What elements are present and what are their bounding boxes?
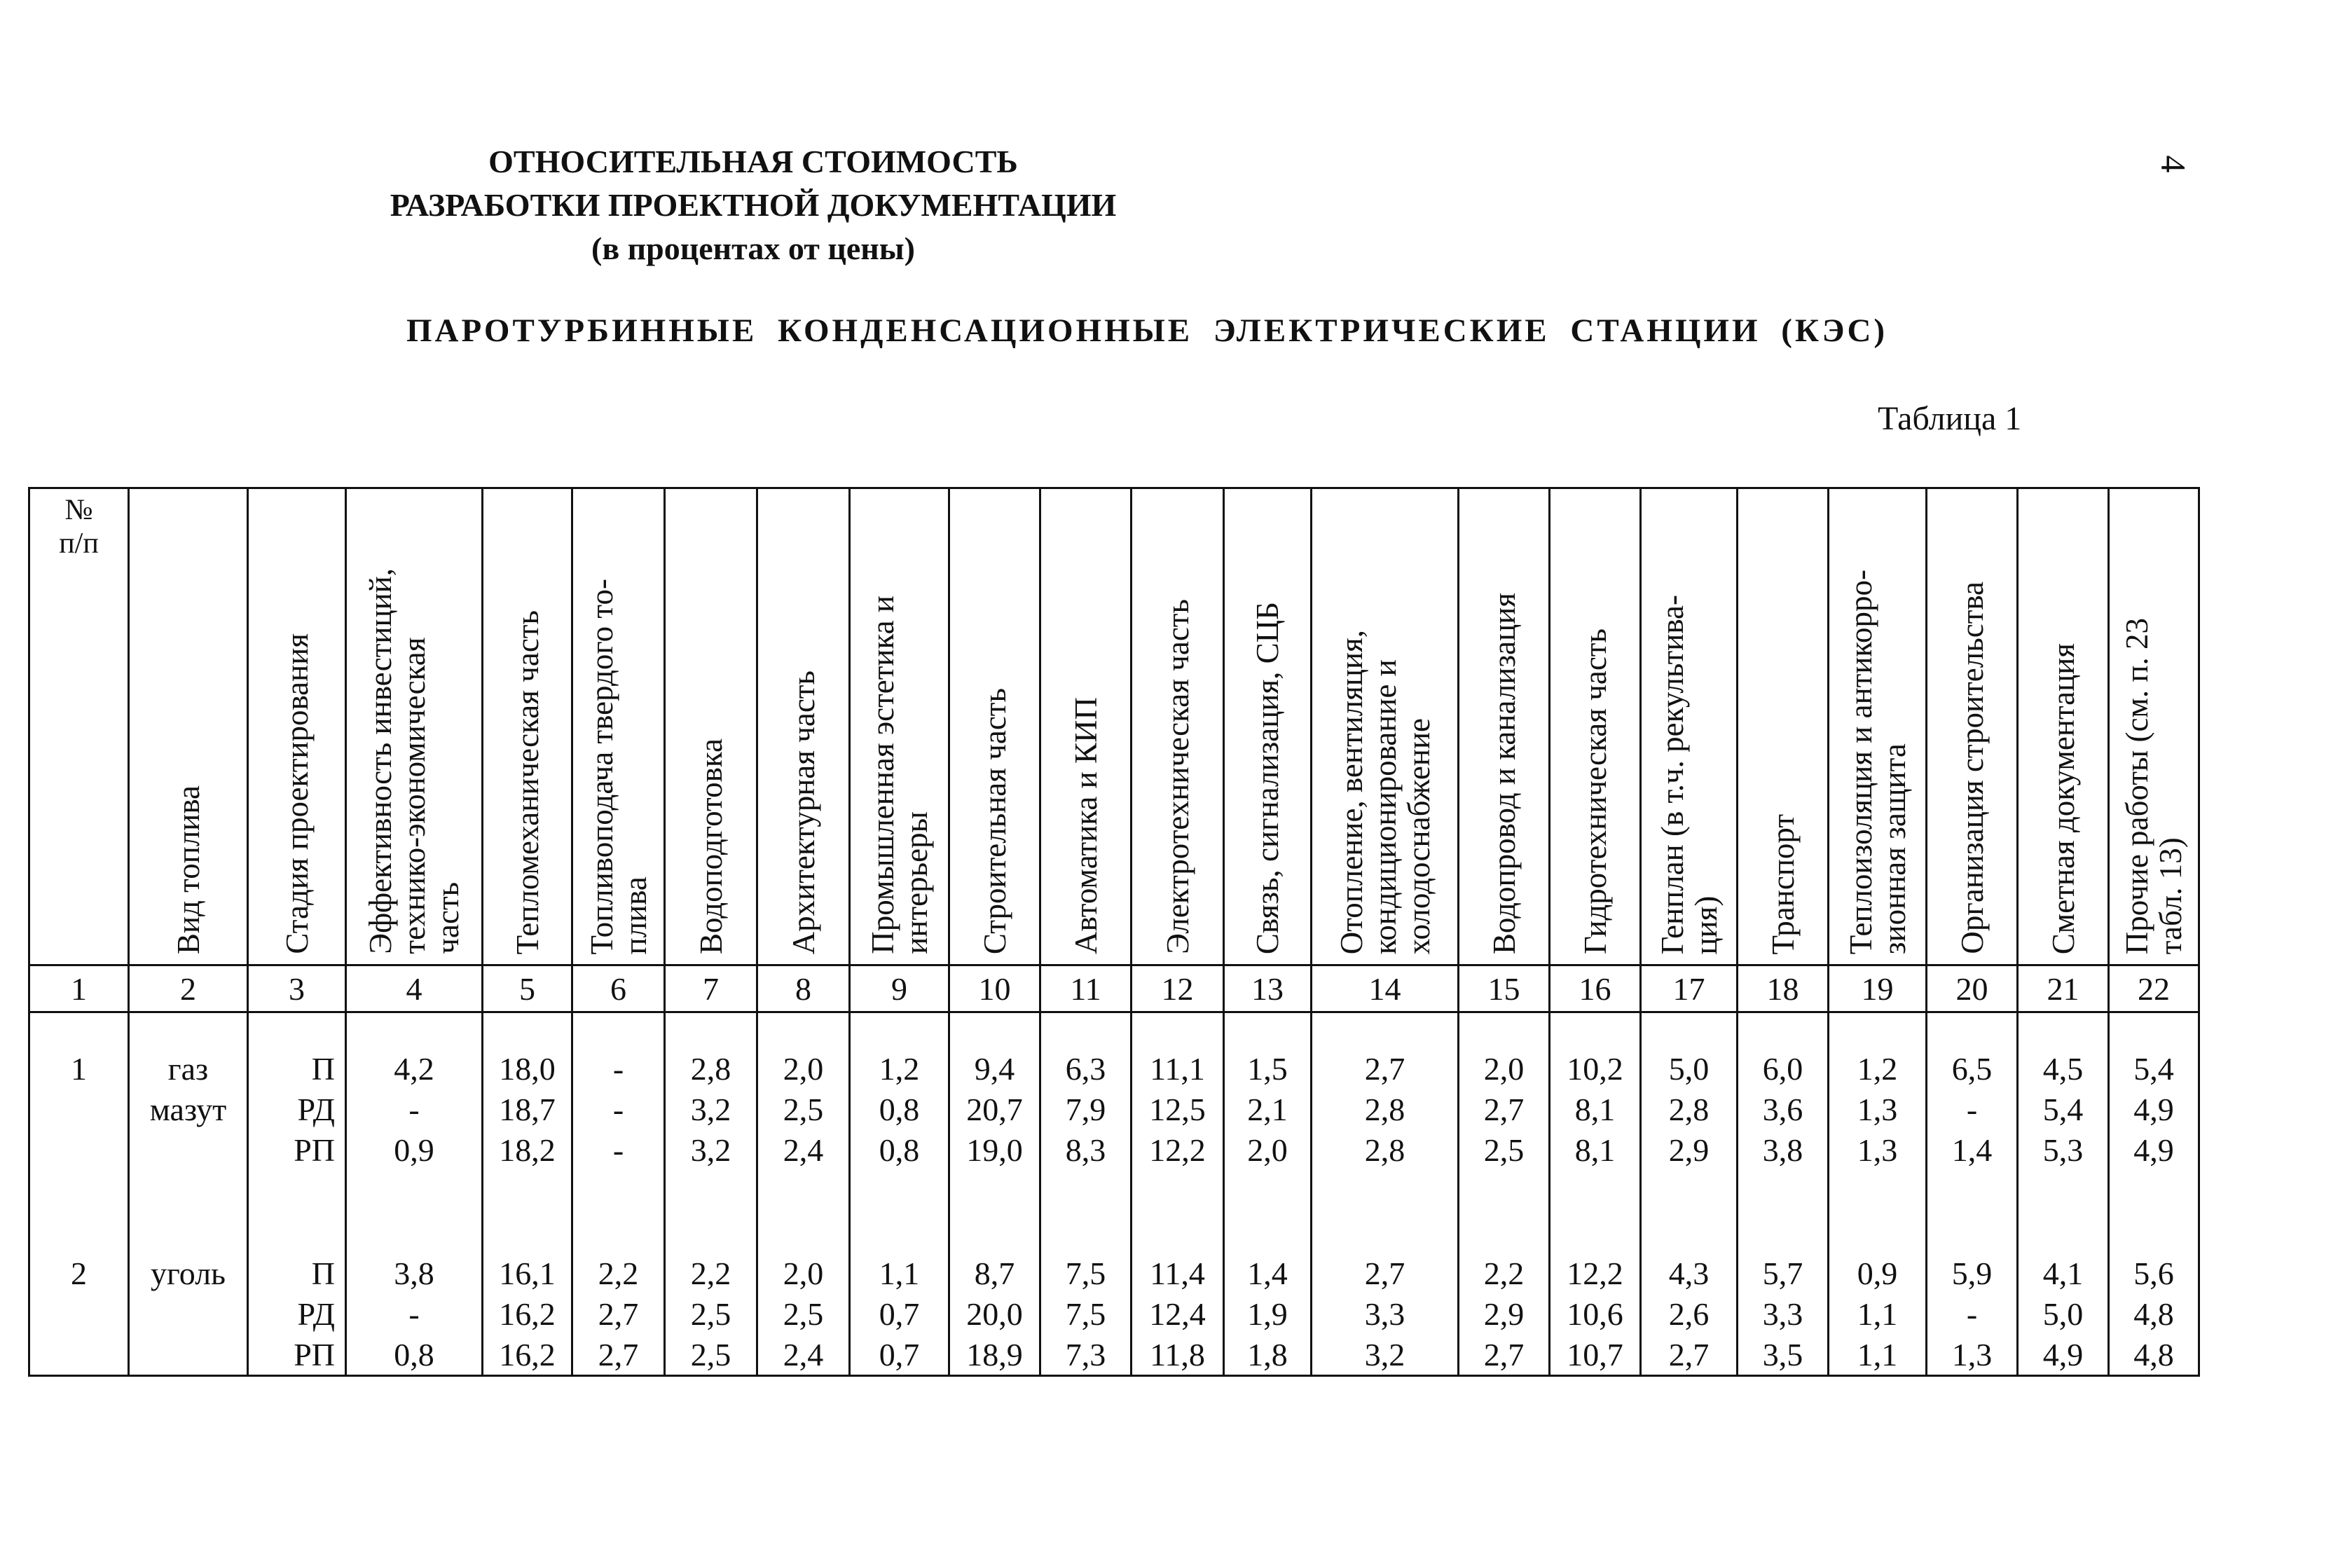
table-caption: Таблица 1 (1878, 400, 2022, 437)
table-cell: 4,9 (2109, 1129, 2199, 1170)
table-cell: 4,8 (2109, 1334, 2199, 1376)
column-header-label: Электротехническая часть (1160, 599, 1195, 954)
table-cell: 10,2 (1550, 1048, 1641, 1089)
fuel-type: газ (129, 1048, 248, 1089)
column-header (1550, 488, 1641, 965)
table-cell: 8,3 (1040, 1129, 1132, 1170)
table-cell: 2,7 (1312, 1253, 1459, 1293)
table-cell: 4,8 (2109, 1293, 2199, 1334)
table-cell: 2,0 (1224, 1129, 1312, 1170)
table-cell: 9,4 (949, 1048, 1040, 1089)
table-cell: 10,7 (1550, 1334, 1641, 1376)
column-header-label: Связь, сигнализация, СЦБ (1250, 601, 1285, 954)
table-cell: 7,3 (1040, 1334, 1132, 1376)
column-number: 22 (2109, 965, 2199, 1012)
row-number (29, 1334, 129, 1376)
table-cell: - (1927, 1293, 2018, 1334)
table-cell: 0,7 (850, 1293, 949, 1334)
table-cell: 0,9 (346, 1129, 483, 1170)
table-cell: 5,0 (2018, 1293, 2109, 1334)
column-number: 9 (850, 965, 949, 1012)
table-cell: 1,1 (1829, 1334, 1927, 1376)
table-cell: 2,0 (757, 1253, 850, 1293)
table-cell: 2,5 (665, 1334, 757, 1376)
table-cell: 1,3 (1829, 1129, 1927, 1170)
table-cell: 5,9 (1927, 1253, 2018, 1293)
column-header-label: Генплан (в т.ч. рекультива- ция) (1654, 594, 1724, 954)
table-cell: 16,1 (483, 1253, 572, 1293)
table-cell: 2,7 (1312, 1048, 1459, 1089)
table-cell: 2,0 (1459, 1048, 1550, 1089)
table-cell: 2,1 (1224, 1089, 1312, 1129)
table-cell: 7,5 (1040, 1253, 1132, 1293)
column-header (1224, 488, 1312, 965)
table-cell: 8,1 (1550, 1089, 1641, 1129)
table-cell: 3,8 (346, 1253, 483, 1293)
column-header (2018, 488, 2109, 965)
design-stage: П (248, 1253, 346, 1293)
table-cell: 0,8 (850, 1129, 949, 1170)
table-cell: 3,6 (1738, 1089, 1829, 1129)
column-header (572, 488, 665, 965)
table-cell: 5,3 (2018, 1129, 2109, 1170)
table-cell: 0,7 (850, 1334, 949, 1376)
table-cell: 1,9 (1224, 1293, 1312, 1334)
design-stage: П (248, 1048, 346, 1089)
column-header (1829, 488, 1927, 965)
table-cell: 2,8 (1312, 1089, 1459, 1129)
table-cell: 5,0 (1641, 1048, 1738, 1089)
column-header (248, 488, 346, 965)
table-cell: 19,0 (949, 1129, 1040, 1170)
table-cell: 2,6 (1641, 1293, 1738, 1334)
design-stage: РД (248, 1089, 346, 1129)
table-cell: 11,1 (1132, 1048, 1224, 1089)
column-header-label: Отопление, вентиляция, кондиционирование и холодоснабжение (1333, 629, 1436, 954)
row-number (29, 1293, 129, 1334)
column-number: 5 (483, 965, 572, 1012)
table-cell: 2,2 (1459, 1253, 1550, 1293)
fuel-type: уголь (129, 1253, 248, 1293)
column-number: 17 (1641, 965, 1738, 1012)
table-cell: - (572, 1048, 665, 1089)
table-cell: 11,4 (1132, 1253, 1224, 1293)
table-cell: 12,2 (1132, 1129, 1224, 1170)
table-cell: 3,3 (1312, 1293, 1459, 1334)
table-cell: 1,5 (1224, 1048, 1312, 1089)
header-row-number: № п/п (29, 488, 129, 965)
table-cell: 7,9 (1040, 1089, 1132, 1129)
column-number: 1 (29, 965, 129, 1012)
table-cell: 4,9 (2109, 1089, 2199, 1129)
table-cell: 1,3 (1829, 1089, 1927, 1129)
table-row (29, 1048, 2199, 1089)
column-header (1040, 488, 1132, 965)
design-stage: РП (248, 1129, 346, 1170)
table-cell: 1,4 (1927, 1129, 2018, 1170)
table-cell: 2,0 (757, 1048, 850, 1089)
fuel-type (129, 1334, 248, 1376)
column-number: 4 (346, 965, 483, 1012)
table-cell: 2,8 (665, 1048, 757, 1089)
column-number: 18 (1738, 965, 1829, 1012)
column-number: 11 (1040, 965, 1132, 1012)
column-number: 10 (949, 965, 1040, 1012)
column-header-label: Вид топлива (170, 785, 206, 954)
column-number: 15 (1459, 965, 1550, 1012)
table-cell: 3,3 (1738, 1293, 1829, 1334)
table-cell: 18,2 (483, 1129, 572, 1170)
table-cell: 2,7 (572, 1293, 665, 1334)
column-number: 3 (248, 965, 346, 1012)
row-number: 1 (29, 1048, 129, 1089)
table-cell: 18,7 (483, 1089, 572, 1129)
table-cell: 2,7 (1641, 1334, 1738, 1376)
row-number: 2 (29, 1253, 129, 1293)
table-cell: 12,4 (1132, 1293, 1224, 1334)
table-row (29, 1089, 2199, 1129)
column-number: 16 (1550, 965, 1641, 1012)
table-cell: 1,3 (1927, 1334, 2018, 1376)
table-cell: 2,5 (757, 1089, 850, 1129)
table-cell: 5,4 (2109, 1048, 2199, 1089)
column-header (1641, 488, 1738, 965)
table-cell: 3,5 (1738, 1334, 1829, 1376)
table-cell: 10,6 (1550, 1293, 1641, 1334)
table-cell: - (346, 1089, 483, 1129)
table-cell: - (572, 1129, 665, 1170)
cost-table (28, 487, 2200, 1377)
column-header-label: Транспорт (1765, 813, 1801, 954)
table-cell: 8,1 (1550, 1129, 1641, 1170)
table-cell: 5,6 (2109, 1253, 2199, 1293)
table-cell: 18,9 (949, 1334, 1040, 1376)
table-cell: 3,8 (1738, 1129, 1829, 1170)
column-header-label: Тепломеханическая часть (509, 610, 545, 954)
column-header-label: Топливоподача твердого то- плива (584, 578, 653, 954)
column-header (1459, 488, 1550, 965)
table-cell: 2,4 (757, 1334, 850, 1376)
design-stage: РП (248, 1334, 346, 1376)
table-cell: 12,5 (1132, 1089, 1224, 1129)
table-cell: 2,2 (572, 1253, 665, 1293)
table-cell: 20,7 (949, 1089, 1040, 1129)
table-cell: - (346, 1293, 483, 1334)
fuel-type (129, 1293, 248, 1334)
row-number (29, 1129, 129, 1170)
table-cell: 5,7 (1738, 1253, 1829, 1293)
title-line-3: (в процентах от цены) (591, 231, 915, 266)
table-cell: 3,2 (665, 1089, 757, 1129)
table-row (29, 1253, 2199, 1293)
column-header (483, 488, 572, 965)
table-cell: 3,2 (665, 1129, 757, 1170)
column-header-label: Эффективность инвестиций, технико-экономическая часть (363, 568, 465, 954)
column-header (1312, 488, 1459, 965)
table-cell: 0,9 (1829, 1253, 1927, 1293)
title-line-2: РАЗРАБОТКИ ПРОЕКТНОЙ ДОКУМЕНТАЦИИ (390, 187, 1117, 223)
column-number: 12 (1132, 965, 1224, 1012)
column-header-label: Прочие работы (см. п. 23 табл. 13) (2119, 617, 2188, 954)
table-cell: - (572, 1089, 665, 1129)
table-cell: 2,2 (665, 1253, 757, 1293)
table-cell: 2,4 (757, 1129, 850, 1170)
table-cell: - (1927, 1089, 2018, 1129)
table-cell: 4,1 (2018, 1253, 2109, 1293)
column-number: 20 (1927, 965, 2018, 1012)
table-cell: 2,9 (1641, 1129, 1738, 1170)
table-row (29, 1293, 2199, 1334)
table-cell: 1,2 (850, 1048, 949, 1089)
column-number: 8 (757, 965, 850, 1012)
design-stage: РД (248, 1293, 346, 1334)
table-cell: 2,8 (1641, 1089, 1738, 1129)
column-header (665, 488, 757, 965)
table-cell: 6,3 (1040, 1048, 1132, 1089)
column-header-label: Организация строительства (1954, 582, 1990, 954)
column-number: 14 (1312, 965, 1459, 1012)
column-header (2109, 488, 2199, 965)
table-cell: 2,8 (1312, 1129, 1459, 1170)
column-header (850, 488, 949, 965)
column-header (1738, 488, 1829, 965)
table-cell: 18,0 (483, 1048, 572, 1089)
column-number: 2 (129, 965, 248, 1012)
table-cell: 2,7 (1459, 1089, 1550, 1129)
column-header-label: Строительная часть (977, 687, 1012, 954)
column-header-label: Водоподготовка (693, 738, 729, 954)
table-cell: 4,3 (1641, 1253, 1738, 1293)
column-header-label: Сметная документация (2045, 642, 2081, 954)
table-cell: 2,7 (572, 1334, 665, 1376)
table-cell: 2,5 (757, 1293, 850, 1334)
table-cell: 16,2 (483, 1334, 572, 1376)
column-header-label: Промышленная эстетика и интерьеры (865, 596, 934, 954)
table-row (29, 1334, 2199, 1376)
table-cell: 11,8 (1132, 1334, 1224, 1376)
column-number: 7 (665, 965, 757, 1012)
column-number: 13 (1224, 965, 1312, 1012)
column-header-label: Водопровод и канализация (1486, 592, 1522, 954)
page-number: 4 (2154, 155, 2194, 173)
column-header (129, 488, 248, 965)
fuel-type: мазут (129, 1089, 248, 1129)
column-header-label: Теплоизоляция и антикорро- зионная защита (1843, 569, 1912, 954)
table-cell: 4,5 (2018, 1048, 2109, 1089)
column-header (949, 488, 1040, 965)
column-number: 21 (2018, 965, 2109, 1012)
document-subtitle: ПАРОТУРБИННЫЕ КОНДЕНСАЦИОННЫЕ ЭЛЕКТРИЧЕСКИЕ СТАНЦИИ (КЭС) (406, 312, 1888, 349)
table-cell: 16,2 (483, 1293, 572, 1334)
table-cell: 1,2 (1829, 1048, 1927, 1089)
table-cell: 2,9 (1459, 1293, 1550, 1334)
column-header (757, 488, 850, 965)
fuel-type (129, 1129, 248, 1170)
table-cell: 7,5 (1040, 1293, 1132, 1334)
table-cell: 1,1 (1829, 1293, 1927, 1334)
row-number (29, 1089, 129, 1129)
table-cell: 6,0 (1738, 1048, 1829, 1089)
column-header (1132, 488, 1224, 965)
column-header-label: Гидротехническая часть (1577, 628, 1613, 954)
column-header-label: Автоматика и КИП (1068, 697, 1103, 954)
column-header-label: Стадия проектирования (279, 633, 315, 954)
table-cell: 1,1 (850, 1253, 949, 1293)
table-cell: 1,8 (1224, 1334, 1312, 1376)
column-number: 19 (1829, 965, 1927, 1012)
table-cell: 0,8 (346, 1334, 483, 1376)
column-number-row (29, 965, 2199, 1012)
table-cell: 3,2 (1312, 1334, 1459, 1376)
table-cell: 12,2 (1550, 1253, 1641, 1293)
table-cell: 20,0 (949, 1293, 1040, 1334)
table-cell: 5,4 (2018, 1089, 2109, 1129)
document-title (0, 140, 1506, 270)
table-cell: 2,7 (1459, 1334, 1550, 1376)
table-cell: 4,2 (346, 1048, 483, 1089)
table-cell: 8,7 (949, 1253, 1040, 1293)
column-header (346, 488, 483, 965)
column-number: 6 (572, 965, 665, 1012)
table-cell: 2,5 (665, 1293, 757, 1334)
table-cell: 1,4 (1224, 1253, 1312, 1293)
title-line-1: ОТНОСИТЕЛЬНАЯ СТОИМОСТЬ (488, 144, 1018, 179)
table-cell: 2,5 (1459, 1129, 1550, 1170)
column-header-label: Архитектурная часть (785, 670, 821, 954)
column-header (1927, 488, 2018, 965)
table-cell: 6,5 (1927, 1048, 2018, 1089)
table-cell: 4,9 (2018, 1334, 2109, 1376)
table-row (29, 1129, 2199, 1170)
table-cell: 0,8 (850, 1089, 949, 1129)
